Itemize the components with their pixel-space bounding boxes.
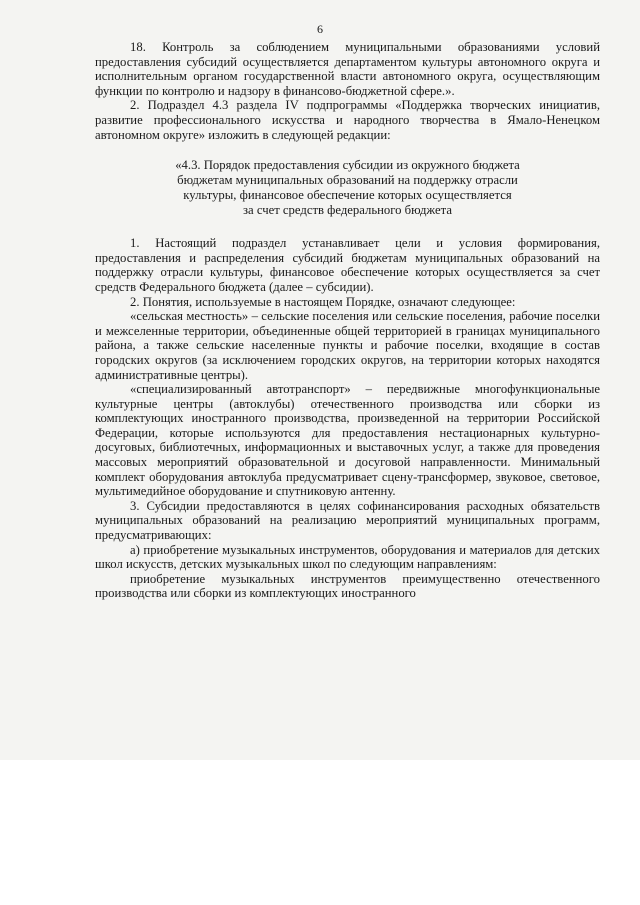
definition-special-transport: «специализированный автотранспорт» – передвижные многофункциональные культурные центры (автоклубы) отечественного производства или сборки из комплектующих иностранного производства, произведенной на территории Российской Федерации, которые используются для предоставления нестационарных культурно-досуговых, библиотечных, информационных и выставочных услуг, а также для проведения массовых мероприятий образовательной и досуговой направленности. Минимальный комплект оборудования автоклуба предусматривает сцену-трансформер, звуковое, световое, мультимедийное оборудование и спутниковую антенну.: [95, 382, 600, 499]
heading-line: культуры, финансовое обеспечение которых осуществляется: [183, 188, 512, 203]
body-paragraph-1: 1. Настоящий подраздел устанавливает цели и условия формирования, предоставления и распределения субсидий бюджетам муниципальных образований на поддержку отрасли культуры, финансовое обеспечение которых осуществляется за счет средств Федерального бюджета (далее – субсидии).: [95, 236, 600, 294]
section-heading: [95, 158, 600, 218]
definition-rural-area: «сельская местность» – сельские поселения или сельские поселения, рабочие поселки и межселенные территории, объединенные общей территорией в границах муниципального района, а также сельские населенные пункты и рабочие поселки, входящие в состав городских округов (за исключением городских округов, на территории которых находятся административные центры).: [95, 309, 600, 382]
document-body: [95, 40, 600, 601]
body-paragraph-2: 2. Понятия, используемые в настоящем Порядке, означают следующее:: [130, 294, 516, 309]
paragraph-2-amendment: 2. Подраздел 4.3 раздела IV подпрограммы «Поддержка творческих инициатив, развитие профессионального искусства и народного творчества в Ямало-Ненецком автономном округе» изложить в следующей редакции:: [95, 98, 600, 142]
heading-line: бюджетам муниципальных образований на поддержку отрасли: [177, 173, 518, 188]
page-number: 6: [317, 22, 323, 36]
body-paragraph-3: 3. Субсидии предоставляются в целях софинансирования расходных обязательств муниципальных образований на реализацию мероприятий муниципальных программ, предусматривающих:: [95, 498, 600, 543]
subitem-a: а) приобретение музыкальных инструментов, оборудования и материалов для детских школ искусств, детских музыкальных школ по следующим направлениям:: [95, 542, 600, 572]
subitem-a-continued: приобретение музыкальных инструментов преимущественно отечественного производства или сборки из комплектующих иностранного: [95, 571, 600, 601]
paragraph-18-control: 18. Контроль за соблюдением муниципальными образованиями условий предоставления субсидий осуществляется департаментом культуры автономного округа и исполнительным органом государственной власти автономного округа, осуществляющим функции по контролю и надзору в финансово-бюджетной сфере.».: [95, 40, 600, 98]
heading-line: за счет средств федерального бюджета: [243, 203, 452, 218]
heading-line: «4.3. Порядок предоставления субсидии из окружного бюджета: [175, 158, 520, 173]
blank-margin: [0, 760, 640, 905]
